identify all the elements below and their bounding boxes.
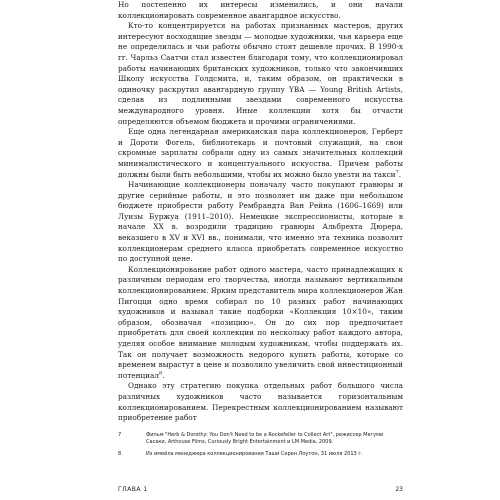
paragraph-text: Кто-то концентрируется на работах признанных мастеров, других интересуют восходящие звезды — молодые художники, чья карьера еще не определилась и чьи работы обычно стоят дешевле прочих. В 1990-х гг. Чарльз Саатчи стал известен благодаря тому, что коллекционировал работы начинающих британских художников, только что закончивших Школу искусства Голдсмита, и, таким образом, он практически в одиночку раскрутил авангардную группу YBA — Young British Artists, сделав из подлинными звездами современного искусства международного уровня. Иные коллекции хотя бы отчасти определяются объемом бюджета и прочими ограничениями. (118, 21, 403, 126)
body-text (118, 0, 403, 424)
footnote-ref: 7 (395, 169, 399, 176)
paragraph (118, 381, 403, 423)
footnote (118, 451, 403, 458)
paragraph-text: Начинающие коллекционеры поначалу часто покупают гравюры и другие серийные работы, и это позволяет им даже при небольшом бюджете приобрести работу Рембрандта Ван Рейна (1606–1669) или Луизы Буржуа (1911–2010). Немецкие экспрессионисты, которые в начале XX в. возродили традицию гравюры Альбрехта Дюрера, веказшего в XV и XVI вв., понимали, что именно эта техника позволит коллекционерам среднего класса приобретать современное искусство по доступной цене. (118, 180, 403, 264)
footnote-number: 7 (118, 432, 122, 438)
footnote-text: Фильм "Herb & Dorothy: You Don't Need to be a Rockefeller to Collect Art", режиссер Мегуми Сасаки, Arthouse Films, Curiously Bright Entertainment и LM Media, 2009. (146, 432, 384, 445)
footnote-ref: 8 (159, 370, 163, 377)
paragraph: Еще одна легендарная американская пара коллекционеров, Герберт и Дороти Фогель, библиотекарь и почтовый служащий, на свои скромные зарплаты собрали одну из самых значительных коллекций минималистического и концептуального искусства. Причем работы должны были быть небольшими, чтобы их можно было увезти на такси$^7$. (118, 127, 403, 179)
paragraph (118, 0, 403, 21)
paragraph-text: Коллекционирование работ одного мастера, часто принадлежащих к различным периодам его творчества, иногда называют вертикальным коллекционированием. Ярким представитель мира коллекционеров Жан Пигоцци одно время собирал по 10 разных работ начинающих художников и называл такие подборки «Коллекция 10×10», таким образом, обозначая «позицию». Он до сих пор предпочитает приобретать для своей коллекции по нескольку работ каждого автора, уделяя особое внимание молодым художникам, чтобы поддержать их. Так он получает возможность недорого купить работы, которые со временем вырастут в цене и позволило увеличить свой инвестиционный потенциал (118, 264, 403, 380)
paragraph (118, 21, 403, 127)
footnote (118, 432, 403, 446)
paragraph-text: Однако эту стратегию покупка отдельных работ большого числа различных художников часто называется горизонтальным коллекционированием. Перекрестным коллекционированием называют приобретение работ (118, 381, 403, 423)
chapter-label: ГЛАВА 1 (118, 486, 148, 493)
paragraph-text: Но постепенно их интересы изменились, и они начали коллекционировать современное авангардное искусство. (118, 0, 403, 20)
paragraph: Коллекционирование работ одного мастера, часто принадлежащих к различным периодам его творчества, иногда называют вертикальным коллекционированием. Ярким представитель мира коллекционеров Жан Пигоцци одно время собирал по 10 разных работ начинающих художников и называл такие подборки «Коллекция 10×10», таким образом, обозначая «позицию». Он до сих пор предпочитает приобретать для своей коллекции по нескольку работ каждого автора, уделяя особое внимание молодым художникам, чтобы поддержать их. Так он получает возможность недорого купить работы, которые со временем вырастут в цене и позволило увеличить свой инвестиционный потенциал$^8$. (118, 264, 403, 380)
paragraph-text: Еще одна легендарная американская пара коллекционеров, Герберт и Дороти Фогель, библиотекарь и почтовый служащий, на свои скромные зарплаты собрали одну из самых значительных коллекций минималистического и концептуального искусства. Причем работы должны были быть небольшими, чтобы их можно было увезти на такси (118, 127, 403, 179)
footnote-number: 8 (118, 451, 122, 457)
page-number: 23 (395, 486, 403, 493)
footnote-text: Из имейла менеджера коллекционирования Таши Серен Лоутон, 31 июля 2013 г. (146, 451, 363, 457)
paragraph (118, 180, 403, 265)
footnotes (118, 432, 403, 463)
